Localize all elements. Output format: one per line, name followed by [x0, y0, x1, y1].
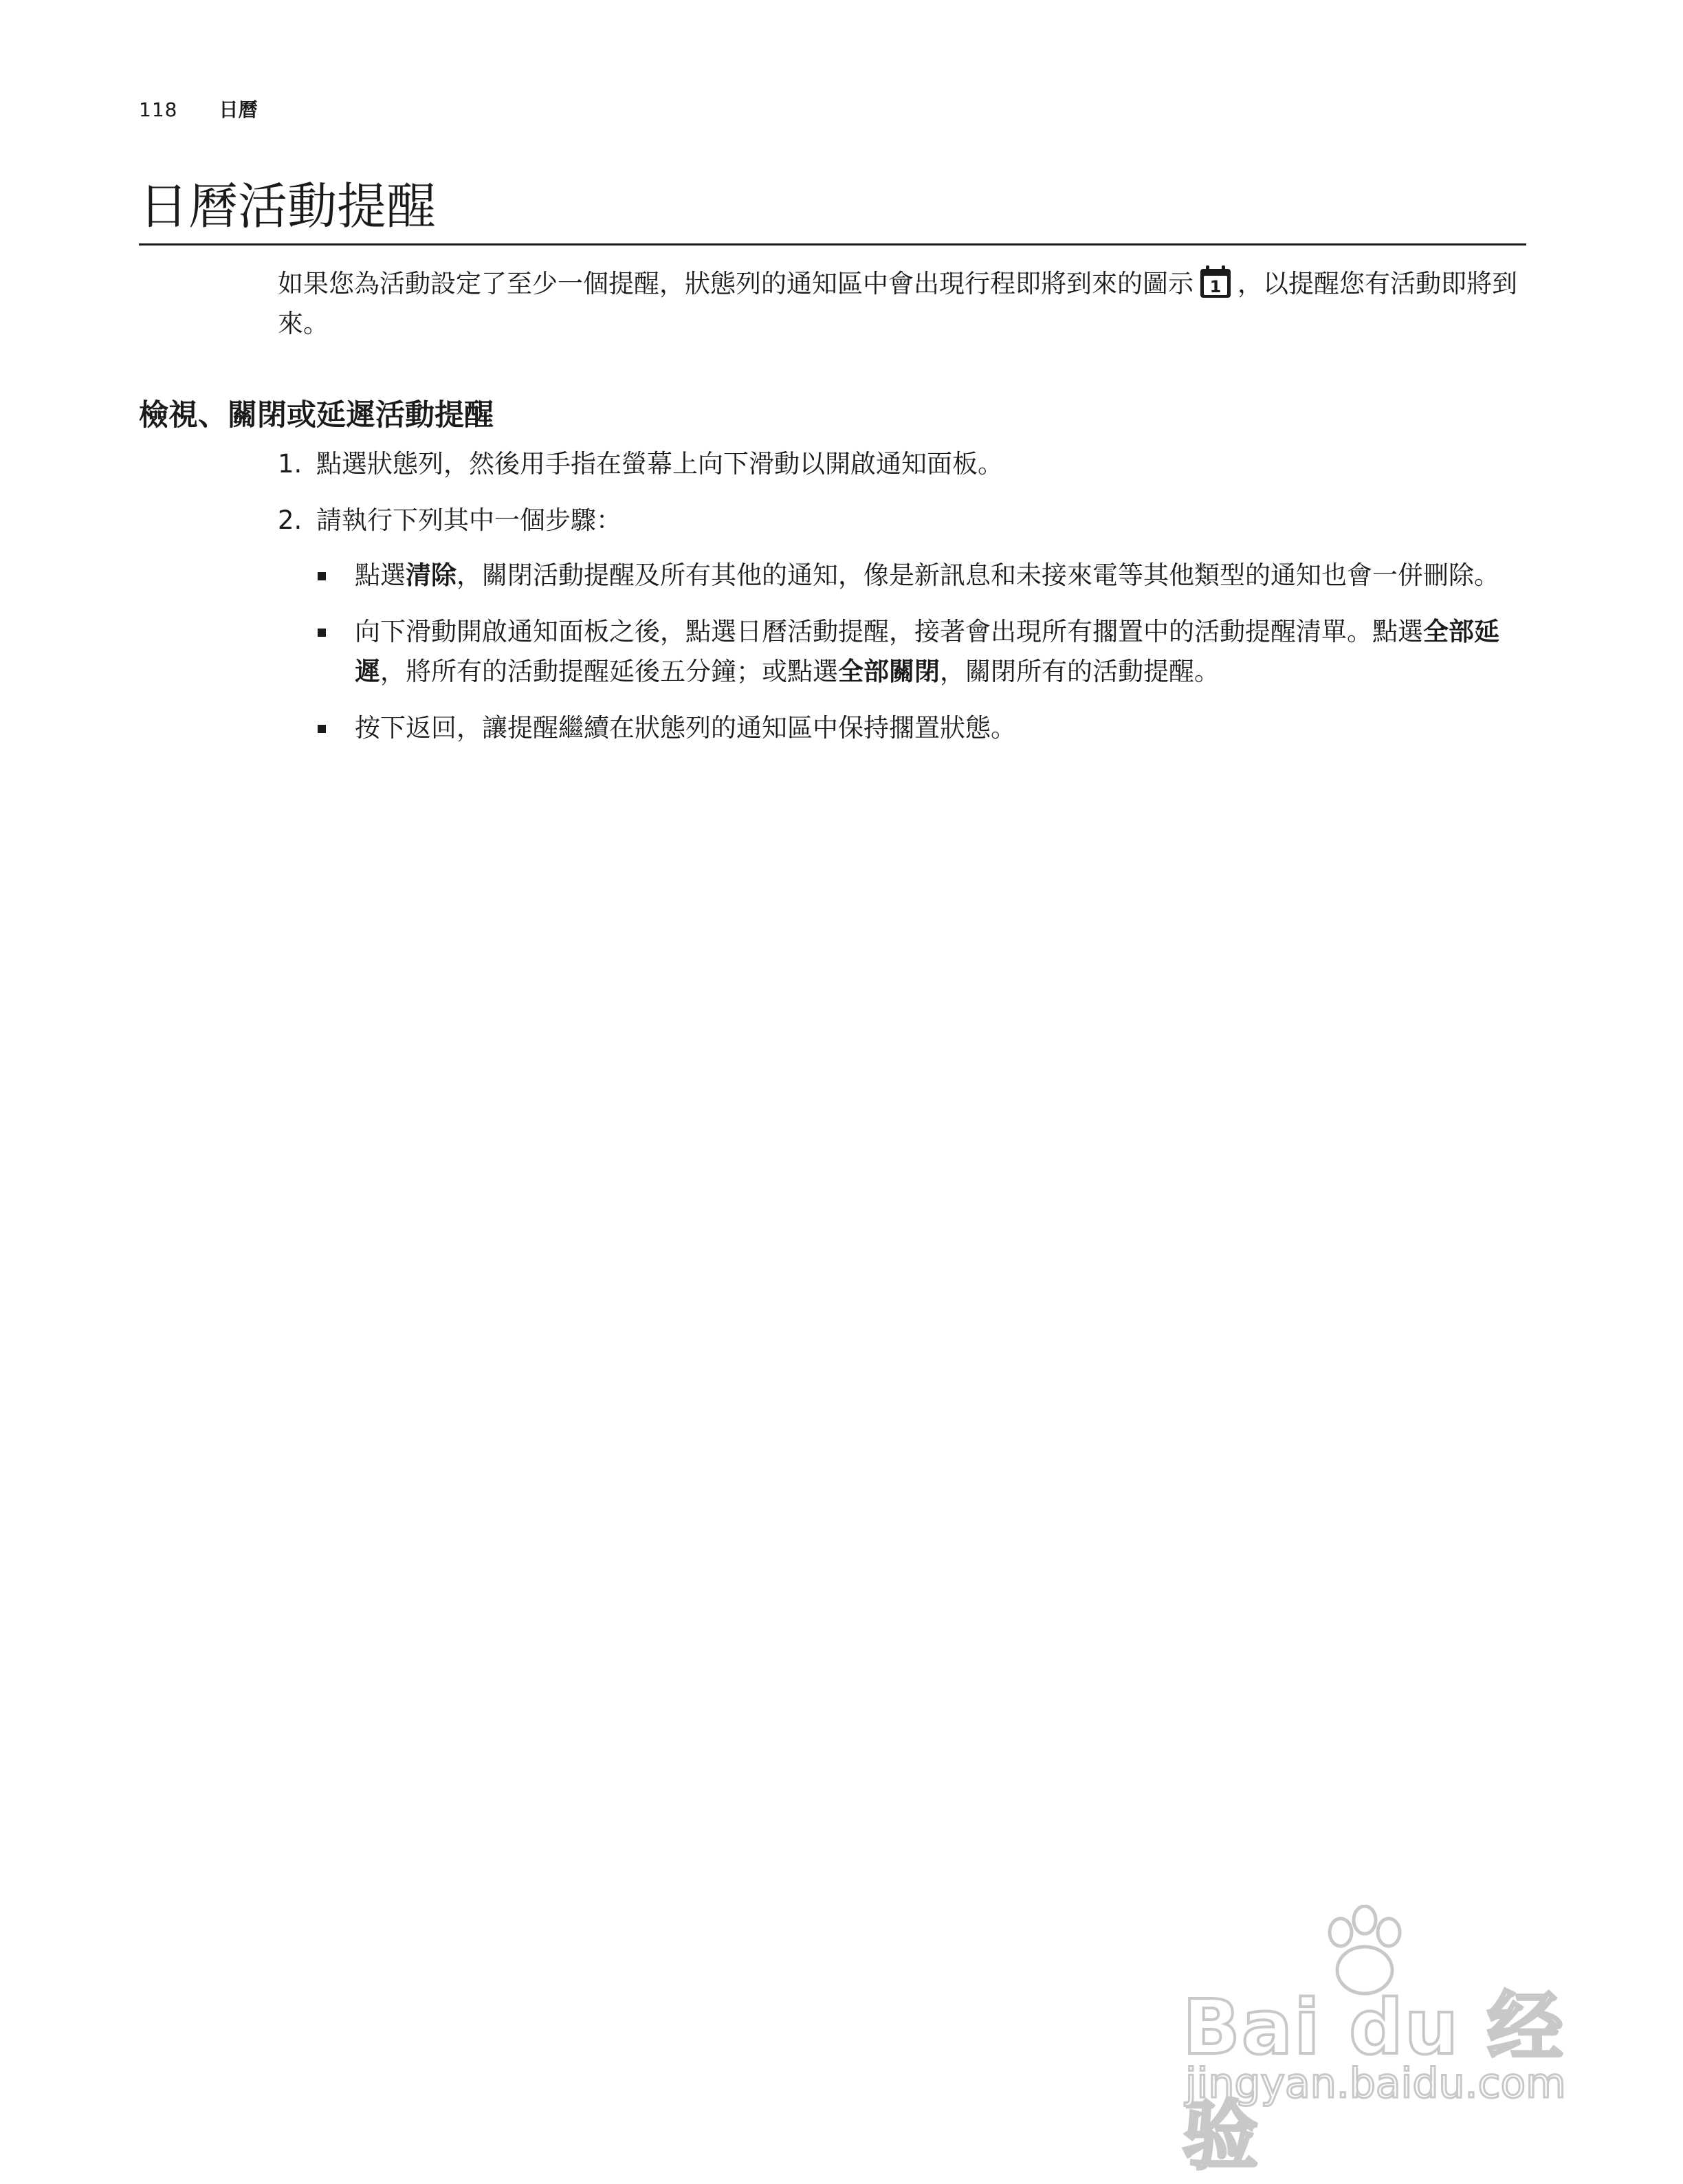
step-text: 請執行下列其中一個步驟：	[316, 505, 622, 535]
bullet-text-part: 點選	[355, 560, 406, 590]
bullet-item	[278, 708, 1526, 748]
bullet-list	[278, 556, 1526, 748]
calendar-icon-day: 1	[1209, 277, 1222, 296]
step-body	[316, 501, 1526, 765]
step-number: 2.	[278, 505, 302, 535]
bullet-text-part: ，關閉所有的活動提醒。	[940, 657, 1220, 686]
bullet-square-icon	[278, 612, 316, 692]
bullet-text	[316, 708, 1526, 748]
subsection-title: 檢視、關閉或延遲活動提醒	[139, 398, 494, 433]
chapter-title: 日曆	[219, 98, 258, 121]
bullet-text-part: ，關閉活動提醒及所有其他的通知，像是新訊息和未接來電等其他類型的通知也會一併刪除。	[456, 560, 1499, 590]
intro-text-before: 如果您為活動設定了至少一個提醒，狀態列的通知區中會出現行程即將到來的圖示	[278, 269, 1194, 298]
bullet-text	[316, 612, 1526, 692]
bullet-square-icon	[278, 708, 316, 748]
bullet-bold-snooze-all: 全部延遲	[355, 617, 1499, 686]
step-text: 點選狀態列，然後用手指在螢幕上向下滑動以開啟通知面板。	[316, 449, 1003, 479]
step-item	[278, 501, 1526, 765]
page-number: 118	[139, 98, 178, 121]
bullet-square-icon	[278, 556, 316, 596]
intro-text-after: ，以提醒您有活動即將到來。	[278, 269, 1517, 338]
baidu-watermark	[1182, 1884, 1568, 2180]
bullet-text-part: ，將所有的活動提醒延後五分鐘；或點選	[380, 657, 838, 686]
steps-list	[278, 444, 1526, 781]
page-header	[139, 96, 257, 124]
title-divider	[139, 243, 1526, 245]
bullet-item	[278, 556, 1526, 596]
bullet-item	[278, 612, 1526, 692]
bullet-bold-clear: 清除	[406, 560, 456, 590]
section-title: 日曆活動提醒	[139, 177, 437, 235]
bullet-text-part: 按下返回，讓提醒繼續在狀態列的通知區中保持擱置狀態。	[355, 713, 1016, 743]
calendar-upcoming-icon	[1199, 265, 1232, 299]
watermark-brand: Bai du 经验	[1182, 1983, 1565, 2180]
bullet-text-part: 向下滑動開啟通知面板之後，點選日曆活動提醒，接著會出現所有擱置中的活動提醒清單。點選	[355, 617, 1423, 646]
watermark-url: jingyan.baidu.com	[1185, 2060, 1566, 2108]
bullet-bold-dismiss-all: 全部關閉	[838, 657, 940, 686]
step-number: 1.	[278, 449, 302, 479]
step-item	[278, 444, 1526, 484]
intro-paragraph	[278, 264, 1526, 344]
bullet-text	[316, 556, 1526, 596]
